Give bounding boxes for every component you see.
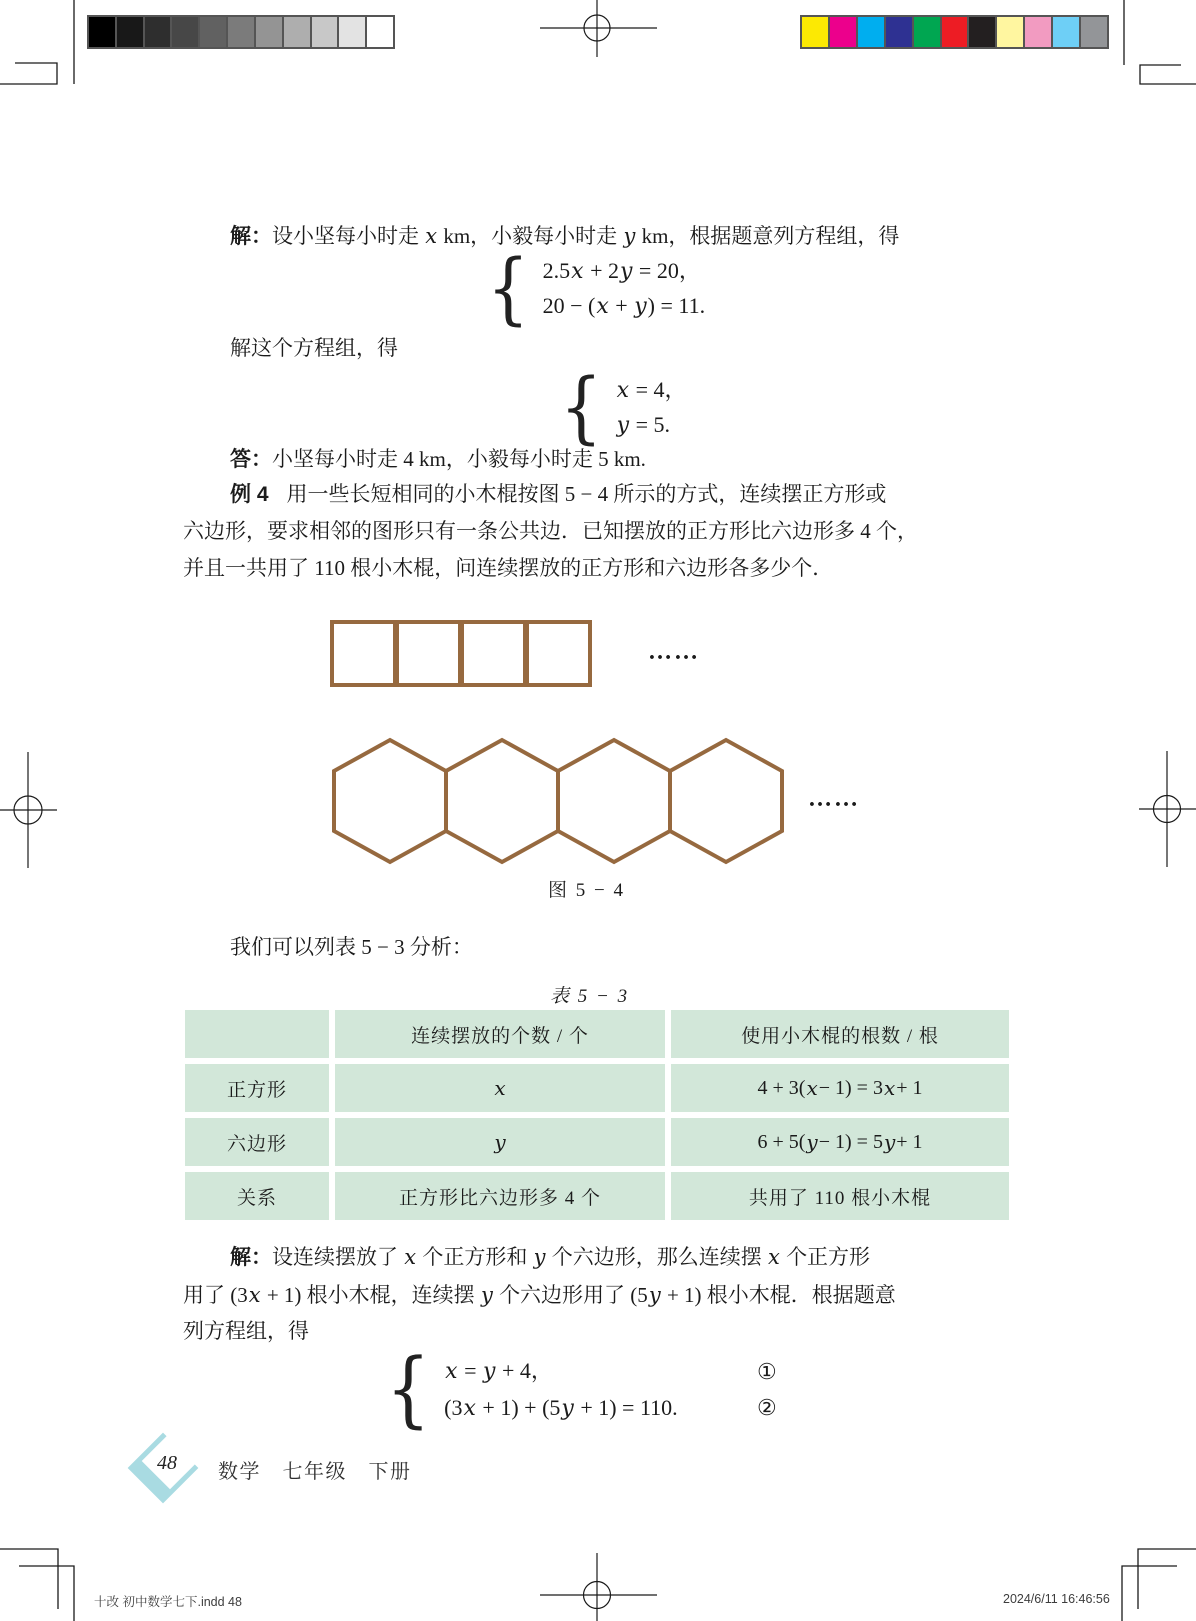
crop-mark-top-right (1124, 0, 1196, 84)
crop-mark-top-left (0, 0, 74, 84)
solution2-line3: 列方程组，得 (183, 1319, 309, 1343)
example4-label: 例 4 (230, 483, 269, 506)
matchstick-square (332, 622, 395, 685)
solution-label: 解： (230, 225, 272, 248)
color-swatch (339, 17, 365, 47)
color-swatch (367, 17, 393, 47)
equation-system-3 (386, 1342, 678, 1437)
matchstick-squares (332, 622, 590, 685)
color-calibration-bar (800, 15, 1109, 49)
matchstick-hexagon (670, 740, 782, 862)
color-swatch (172, 17, 198, 47)
color-swatch (228, 17, 254, 47)
table-header-cell (185, 1010, 329, 1058)
matchstick-square (397, 622, 460, 685)
table-caption: 表 5 − 3 (550, 986, 630, 1007)
crosshair-bottom-center (540, 1553, 657, 1621)
color-swatch (200, 17, 226, 47)
ellipsis-after-hexagons: …… (808, 786, 860, 812)
math-var: x (494, 1076, 506, 1100)
color-swatch (997, 17, 1023, 47)
equation: x = 4， (616, 377, 687, 403)
left-brace: { (560, 363, 603, 453)
color-swatch (1025, 17, 1051, 47)
equation-number-1: ① (757, 1359, 777, 1384)
table-header-cell: 连续摆放的个数 / 个 (335, 1010, 665, 1058)
matchstick-hexagon (558, 740, 670, 862)
equation-number-2: ② (757, 1395, 777, 1420)
answer-line: 答：小坚每小时走 4 km，小毅每小时走 5 km. (230, 447, 646, 471)
color-swatch (1053, 17, 1079, 47)
table-cell-count: 正方形比六边形多 4 个 (335, 1172, 665, 1220)
print-timestamp: 2024/6/11 16:46:56 (1003, 1592, 1110, 1606)
crosshair-top-center (540, 0, 657, 57)
color-swatch (858, 17, 884, 47)
solve-text: 解这个方程组，得 (230, 336, 398, 360)
color-swatch (312, 17, 338, 47)
left-brace: { (386, 1342, 431, 1437)
equation-system-1 (487, 244, 706, 334)
table-intro: 我们可以列表 5 − 3 分析： (230, 935, 473, 959)
table-cell-formula: 共用了 110 根小木棍 (671, 1172, 1009, 1220)
color-swatch (145, 17, 171, 47)
color-swatch (117, 17, 143, 47)
table-cell-count (335, 1064, 665, 1112)
color-swatch (1081, 17, 1107, 47)
matchstick-hexagon (334, 740, 446, 862)
color-swatch (89, 17, 115, 47)
color-swatch (802, 17, 828, 47)
table-row-label: 关系 (185, 1172, 329, 1220)
table-cell-count (335, 1118, 665, 1166)
color-swatch (942, 17, 968, 47)
color-swatch (969, 17, 995, 47)
equation-system-2 (560, 363, 687, 453)
matchstick-hexagon (446, 740, 558, 862)
page-number: 48 (157, 1452, 177, 1474)
math-var: y (623, 224, 636, 248)
figure-5-4 (300, 600, 900, 880)
equation: 20 − (x + y) = 11. (542, 293, 706, 319)
indesign-file-info: 十改 初中数学七下.indd 48 (94, 1595, 242, 1609)
example4-line2: 六边形，要求相邻的图形只有一条公共边．已知摆放的正方形比六边形多 4 个， (183, 519, 918, 543)
equation: x = y + 4， (445, 1358, 553, 1384)
color-swatch (886, 17, 912, 47)
math-var: y (494, 1130, 506, 1154)
equation: (3x + 1) + (5y + 1) = 110. (444, 1395, 678, 1421)
table-cell-formula: 4 + 3( x − 1) = 3 x + 1 (671, 1064, 1009, 1112)
matchstick-square (462, 622, 525, 685)
figure-caption: 图 5 − 4 (548, 880, 625, 901)
solution2-line2: 用了 (3x + 1) 根小木棍，连续摆 y 个六边形用了 (5y + 1) 根小木棍．根据题意 (183, 1283, 896, 1307)
crop-mark-bottom-left (0, 1549, 74, 1621)
color-swatch (256, 17, 282, 47)
table-header-cell: 使用小木棍的根数 / 根 (671, 1010, 1009, 1058)
table-row-label: 六边形 (185, 1118, 329, 1166)
crop-mark-bottom-right (1122, 1549, 1196, 1621)
equation: 2.5x + 2y = 20， (542, 258, 701, 284)
answer-label: 答： (230, 448, 272, 471)
table-5-3 (185, 1010, 1009, 1220)
color-swatch (284, 17, 310, 47)
example4-line3: 并且一共用了 110 根小木棍，问连续摆放的正方形和六边形各多少个． (183, 556, 834, 580)
equation: y = 5. (616, 412, 670, 438)
matchstick-square (527, 622, 590, 685)
example4-line1: 例 4 用一些长短相同的小木棍按图 5 − 4 所示的方式，连续摆正方形或 (230, 482, 887, 506)
table-cell-formula: 6 + 5( y − 1) = 5 y + 1 (671, 1118, 1009, 1166)
left-brace: { (487, 244, 530, 334)
grayscale-calibration-bar (87, 15, 395, 49)
crosshair-right-middle (1139, 751, 1196, 867)
matchstick-hexagons (334, 740, 782, 862)
book-title: 数学 七年级 下册 (218, 1461, 412, 1483)
math-var: x (425, 224, 438, 248)
solution2-line1: 解：设连续摆放了 x 个正方形和 y 个六边形，那么连续摆 x 个正方形 (230, 1245, 871, 1269)
solution1-line: 解：设小坚每小时走 x km，小毅每小时走 y km，根据题意列方程组，得 (230, 224, 900, 248)
ellipsis-after-squares: …… (648, 639, 700, 665)
color-swatch (830, 17, 856, 47)
solution-label: 解： (230, 1246, 272, 1269)
crosshair-left-middle (0, 752, 57, 868)
table-row-label: 正方形 (185, 1064, 329, 1112)
color-swatch (914, 17, 940, 47)
